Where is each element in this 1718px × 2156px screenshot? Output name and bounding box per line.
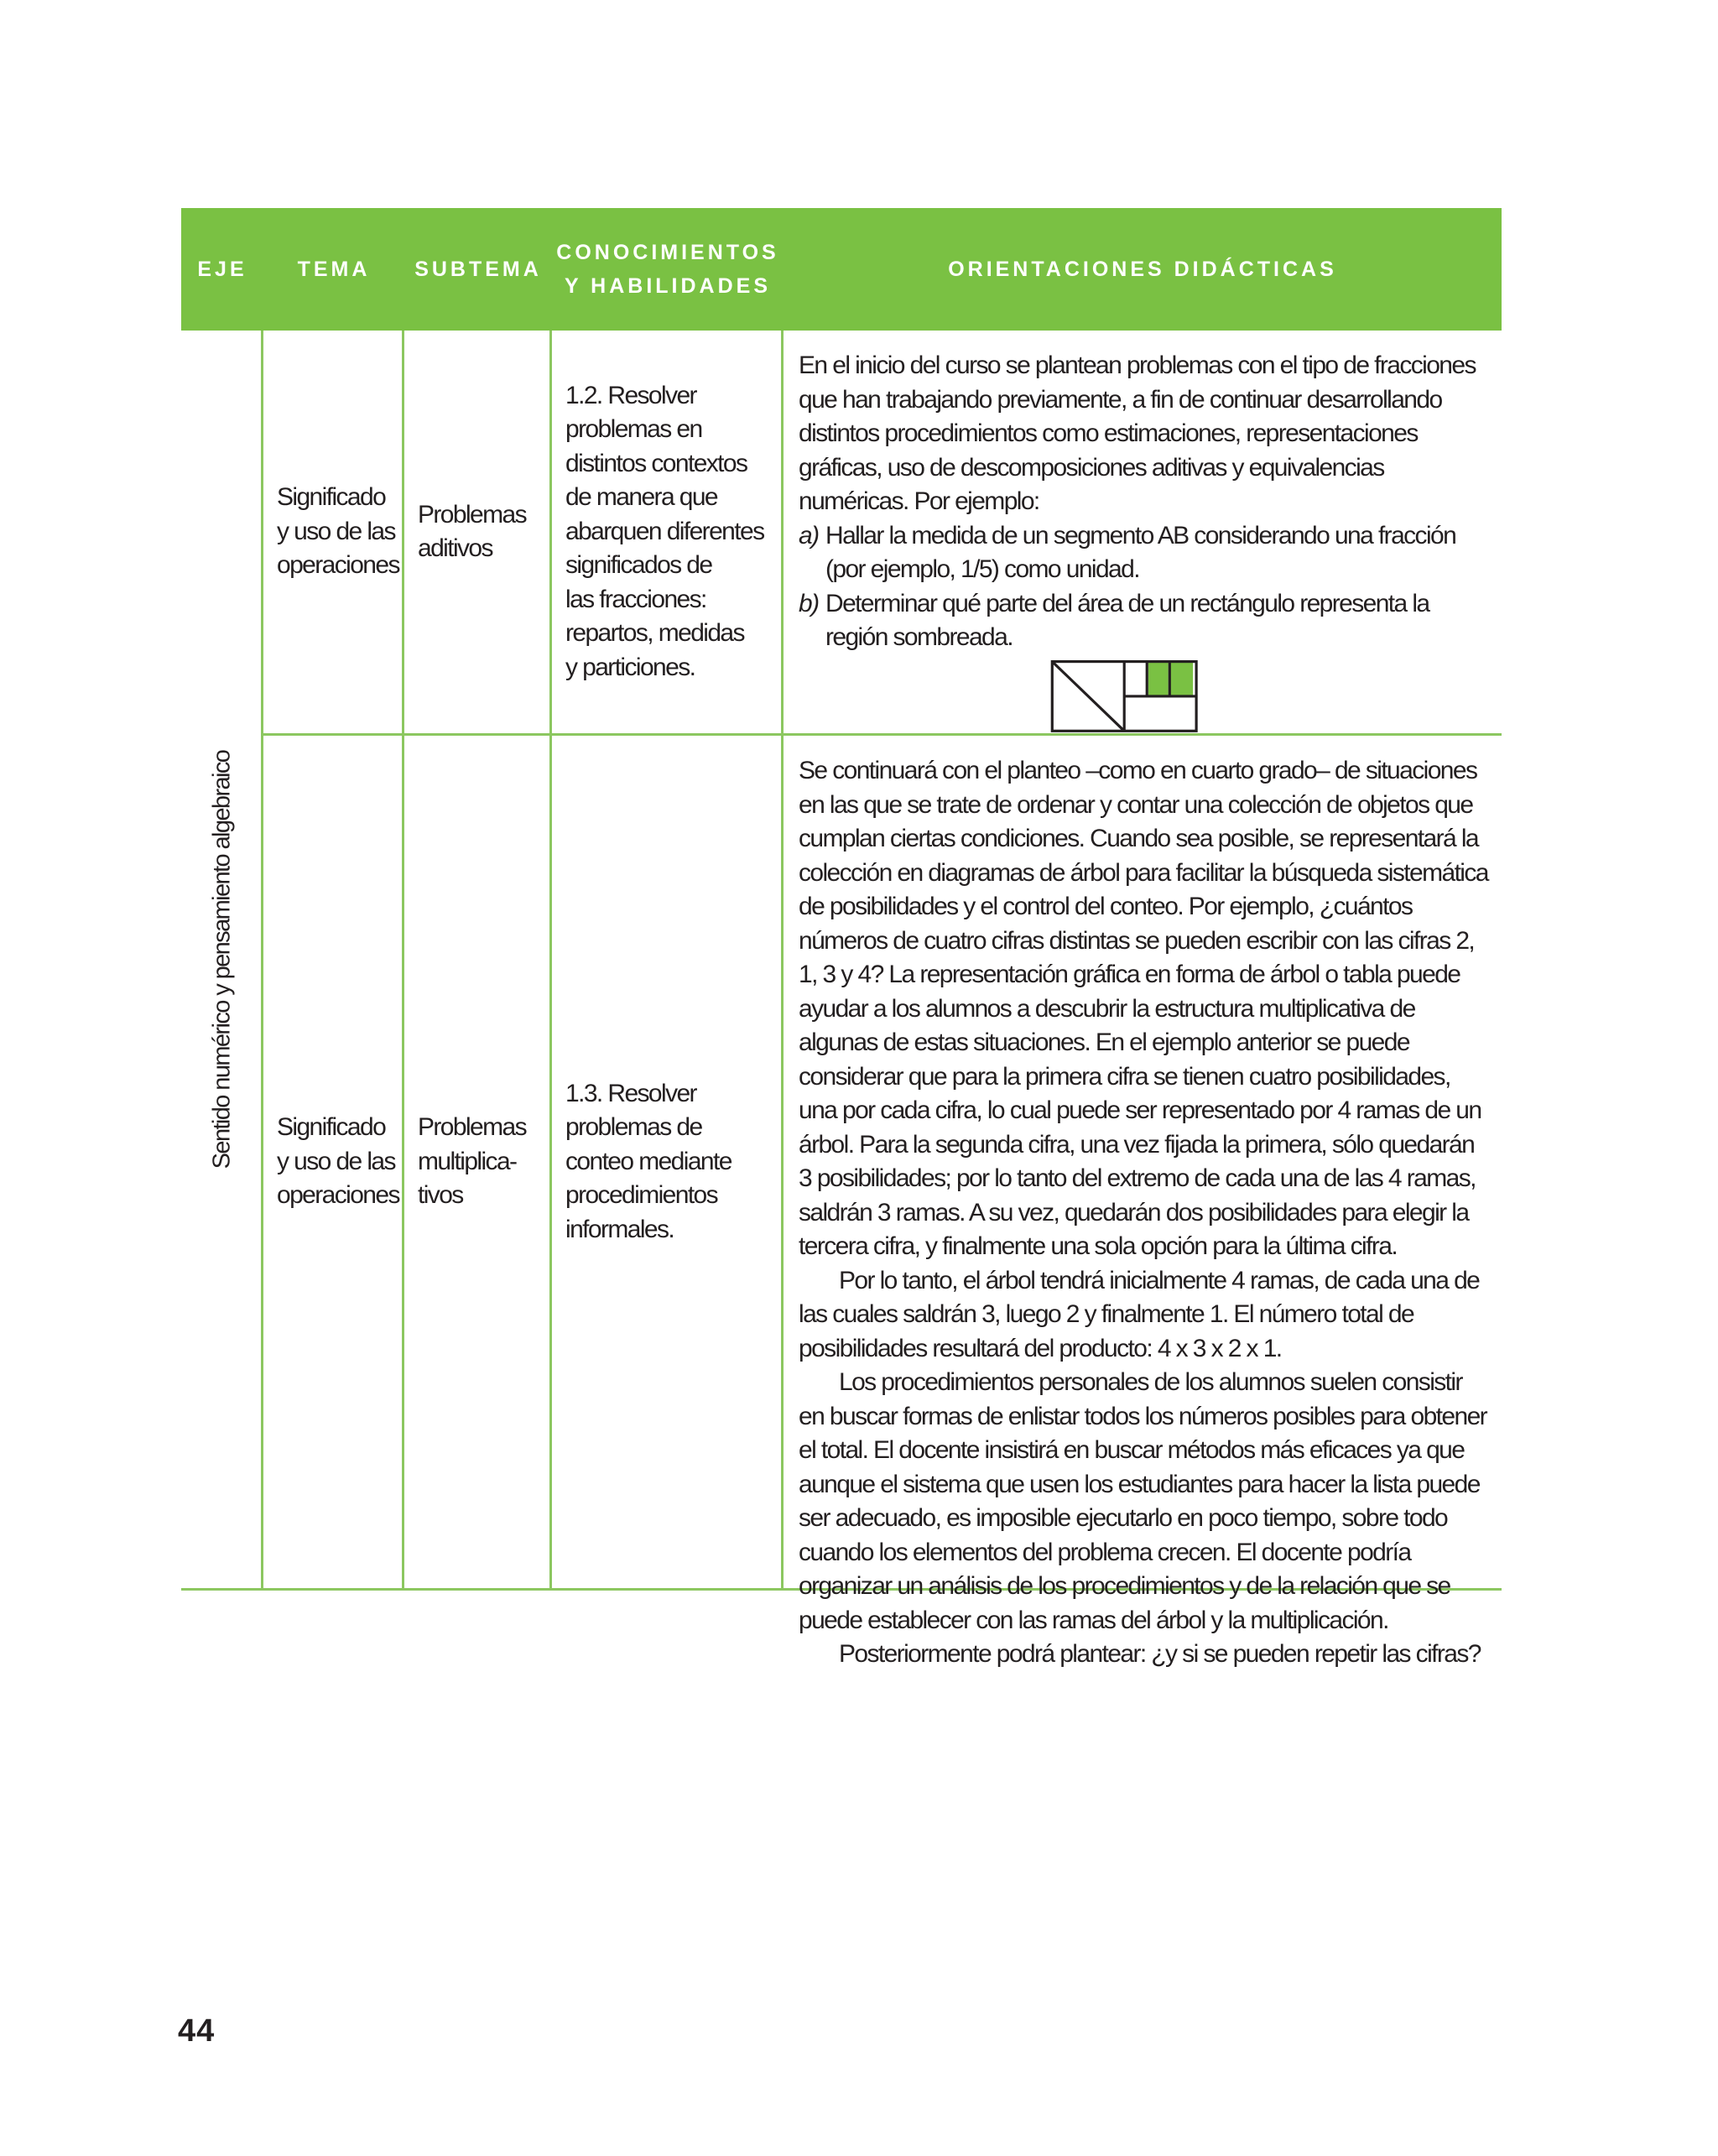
header-eje: EJE — [197, 258, 247, 281]
table-row — [263, 733, 1502, 1668]
curriculum-table — [181, 208, 1502, 1668]
subtema-cell — [404, 736, 552, 1588]
paragraph: Los procedimientos personales de los alumnos suelen consistir en buscar formas de enlistar todos los números posibles para obtener el total. El docente insistirá en buscar métodos más eficaces ya que aunque el sistema que usen los estudiantes para hacer la lista puede ser adecuado, es imposible ejecutarlo en poco tiempo, sobre todo cuando los elementos del problema crecen. El docente podría organizar un análisis de los procedimientos y de la relación que se puede establecer con las ramas del árbol y la multiplicación. — [799, 1368, 1487, 1634]
conocimientos-cell — [552, 736, 784, 1588]
shaded-rectangle-figure — [1032, 660, 1218, 734]
list-letter: b) — [799, 589, 819, 617]
conocimientos-text: 1.2. Resolver problemas en distintos contextos de manera que abarquen diferentes significados de las fracciones: repartos, medidas y particiones. — [565, 381, 764, 681]
conocimientos-text: 1.3. Resolver problemas de conteo mediante procedimientos informales. — [565, 1079, 731, 1243]
subtema-text: Problemas multiplica- tivos — [418, 1113, 526, 1210]
header-orientaciones: ORIENTACIONES DIDÁCTICAS — [948, 258, 1337, 281]
orientaciones-cell — [784, 331, 1502, 733]
paragraph: Posteriormente podrá plantear: ¿y si se pueden repetir las cifras? — [839, 1640, 1481, 1668]
eje-column — [181, 331, 263, 1588]
shaded-region-2 — [1170, 662, 1193, 695]
conocimientos-cell — [552, 331, 784, 733]
paragraph: Por lo tanto, el árbol tendrá inicialmente 4 ramas, de cada una de las cuales saldrán 3, luego 2 y finalmente 1. El número total de posibilidades resultará del producto: 4 x 3 x 2 x 1. — [799, 1266, 1480, 1362]
tema-text: Significado y uso de las operaciones — [277, 483, 399, 580]
table-row — [263, 331, 1502, 733]
orientaciones-text — [799, 754, 1488, 1672]
list-letter: a) — [799, 521, 819, 549]
page-number: 44 — [178, 2013, 216, 2049]
orientaciones-cell — [784, 736, 1502, 1668]
tema-cell — [263, 736, 404, 1588]
list-text: Hallar la medida de un segmento AB considerando una fracción (por ejemplo, 1/5) como unidad. — [825, 521, 1456, 583]
subtema-cell — [404, 331, 552, 733]
diagonal-line — [1052, 661, 1124, 731]
paragraph: Se continuará con el planteo –como en cuarto grado– de situaciones en las que se trate de ordenar y contar una colección de objetos que cumplan ciertas condiciones. Cuando sea posible, se representará la colección en diagramas de árbol para facilitar la búsqueda sistemática de posibilidades y el control del conteo. Por ejemplo, ¿cuántos números de cuatro cifras distintas se pueden escribir con las cifras 2, 1, 3 y 4? La representación gráfica en forma de árbol o tabla puede ayudar a los alumnos a descubrir la estructura multiplicativa de algunas de estas situaciones. En el ejemplo anterior se puede considerar que para la primera cifra se tienen cuatro posibilidades, una por cada cifra, lo cual puede ser representado por 4 ramas de un árbol. Para la segunda cifra, una vez fijada la primera, sólo quedarán 3 posibilidades; por lo tanto del extremo de cada una de las 4 ramas, saldrán 3 ramas. A su vez, quedarán dos posibilidades para elegir la tercera cifra, y finalmente una sola opción para la última cifra. — [799, 757, 1488, 1260]
table-body — [181, 331, 1502, 1668]
header-subtema: SUBTEMA — [414, 258, 542, 281]
list-item — [799, 519, 1488, 587]
eje-label: Sentido numérico y pensamiento algebraico — [208, 750, 236, 1169]
paragraph: En el inicio del curso se plantean problemas con el tipo de fracciones que han trabajando previamente, a fin de continuar desarrollando distintos procedimientos como estimaciones, representaciones gráficas, uso de descomposiciones aditivas y equivalencias numéricas. Por ejemplo: — [799, 352, 1476, 515]
tema-cell — [263, 331, 404, 733]
shaded-region-1 — [1148, 662, 1169, 695]
header-tema: TEMA — [297, 258, 371, 281]
list-item — [799, 587, 1488, 655]
table-header — [181, 208, 1502, 331]
header-conocimientos: CONOCIMIENTOS Y HABILIDADES — [556, 241, 779, 298]
subtema-text: Problemas aditivos — [418, 500, 526, 562]
list-text: Determinar qué parte del área de un rectángulo representa la región sombreada. — [825, 589, 1429, 651]
tema-text: Significado y uso de las operaciones — [277, 1113, 399, 1210]
orientaciones-text — [799, 349, 1488, 655]
